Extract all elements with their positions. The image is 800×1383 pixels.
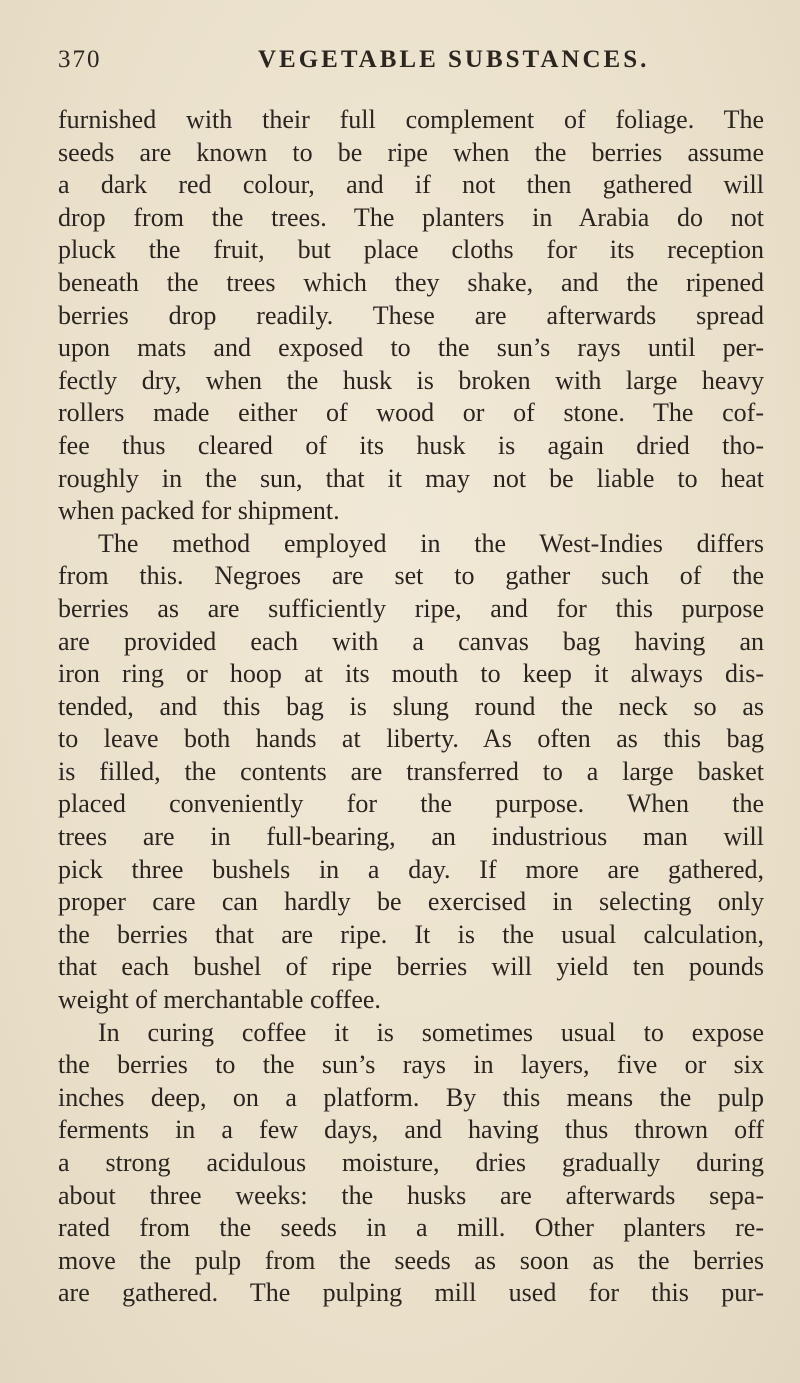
paragraph-end-line: weight of merchantable coffee. [58, 985, 381, 1015]
text-line: rated from the seeds in a mill. Other planters re- [58, 1213, 764, 1243]
text-line: placed conveniently for the purpose. When the [58, 789, 764, 819]
text-line: iron ring or hoop at its mouth to keep it always dis- [58, 659, 764, 689]
text-line: to leave both hands at liberty. As often as this bag [58, 724, 764, 754]
text-line: beneath the trees which they shake, and the ripened [58, 267, 764, 297]
text-line: a strong acidulous moisture, dries gradually during [58, 1148, 764, 1177]
text-line: ferments in a few days, and having thus thrown off [58, 1115, 764, 1145]
text-line: are gathered. The pulping mill used for this pur- [58, 1278, 764, 1308]
paragraph-start-line: In curing coffee it is sometimes usual to expose [98, 1017, 764, 1047]
text-line: is filled, the contents are transferred to a large basket [58, 756, 764, 786]
text-line: proper care can hardly be exercised in selecting only [58, 887, 764, 917]
text-line: pick three bushels in a day. If more are gathered, [58, 854, 764, 884]
paragraph-end-line: when packed for shipment. [58, 496, 340, 526]
text-line: from this. Negroes are set to gather such of the [58, 561, 764, 591]
running-title: VEGETABLE SUBSTANCES. [258, 46, 650, 73]
text-line: about three weeks: the husks are afterwards sepa- [58, 1180, 764, 1210]
running-head [58, 46, 758, 80]
text-line: furnished with their full complement of foliage. The [58, 105, 764, 134]
text-line: the berries that are ripe. It is the usual calculation, [58, 919, 764, 949]
text-line: pluck the fruit, but place cloths for its reception [58, 235, 764, 265]
text-line: tended, and this bag is slung round the neck so as [58, 691, 764, 721]
text-line: fee thus cleared of its husk is again dried tho- [58, 430, 764, 460]
text-line: fectly dry, when the husk is broken with large heavy [58, 365, 764, 395]
text-line: rollers made either of wood or of stone. The cof- [58, 398, 764, 428]
page-number: 370 [58, 46, 102, 73]
text-line: a dark red colour, and if not then gathered will [58, 170, 764, 200]
paragraph-start-line: The method employed in the West-Indies differs [98, 528, 764, 558]
text-line: upon mats and exposed to the sun’s rays until per- [58, 333, 764, 363]
text-line: berries drop readily. These are afterwards spread [58, 300, 764, 330]
text-line: the berries to the sun’s rays in layers, five or six [58, 1050, 764, 1080]
text-line: berries as are sufficiently ripe, and for this purpose [58, 593, 764, 623]
text-line: that each bushel of ripe berries will yield ten pounds [58, 952, 764, 982]
text-line: roughly in the sun, that it may not be liable to heat [58, 463, 764, 493]
text-line: trees are in full-bearing, an industrious man will [58, 822, 764, 852]
text-line: are provided each with a canvas bag having an [58, 626, 764, 656]
text-line: seeds are known to be ripe when the berries assume [58, 137, 764, 167]
text-line: drop from the trees. The planters in Arabia do not [58, 202, 764, 232]
body-text [58, 104, 764, 1310]
text-line: inches deep, on a platform. By this means the pulp [58, 1082, 764, 1112]
text-line: move the pulp from the seeds as soon as the berries [58, 1245, 764, 1275]
